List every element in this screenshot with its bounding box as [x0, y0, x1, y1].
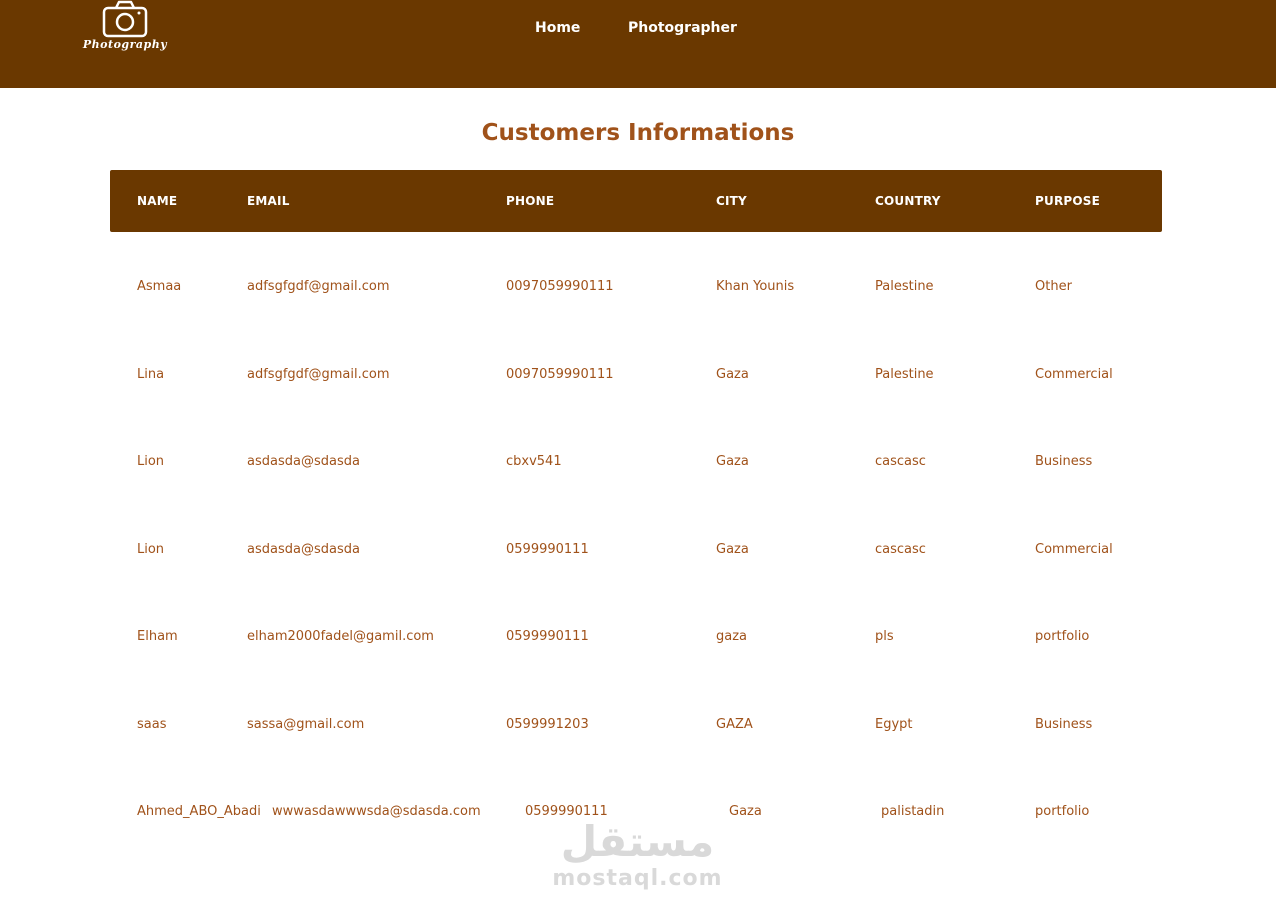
cell-email: elham2000fadel@gamil.com	[247, 629, 434, 644]
nav-link-home[interactable]: Home	[535, 20, 581, 36]
cell-purpose: portfolio	[1035, 804, 1090, 819]
top-navbar	[0, 0, 1276, 88]
cell-purpose: Other	[1035, 279, 1072, 294]
cell-phone: cbxv541	[506, 454, 562, 469]
cell-email: adfsgfgdf@gmail.com	[247, 367, 390, 382]
watermark-arabic: مستقل	[560, 817, 715, 866]
cell-city: Khan Younis	[716, 279, 795, 294]
cell-purpose: Commercial	[1035, 542, 1113, 557]
cell-name: Lina	[137, 367, 165, 382]
table-header	[110, 170, 1162, 232]
watermark	[540, 818, 735, 892]
camera-icon	[102, 0, 148, 38]
table-row	[110, 542, 1162, 562]
cell-email: sassa@gmail.com	[247, 717, 365, 732]
table-row	[110, 367, 1162, 387]
cell-name: Asmaa	[137, 279, 182, 294]
cell-name: Lion	[137, 454, 165, 469]
cell-phone: 0599990111	[506, 542, 589, 557]
cell-purpose: Business	[1035, 717, 1093, 732]
cell-purpose: Commercial	[1035, 367, 1113, 382]
cell-email: wwwasdawwwsda@sdasda.com	[272, 804, 481, 819]
column-header-name: NAME	[137, 194, 178, 208]
cell-name: Elham	[137, 629, 178, 644]
table-row	[110, 629, 1162, 649]
table-row	[110, 279, 1162, 299]
cell-email: adfsgfgdf@gmail.com	[247, 279, 390, 294]
cell-phone: 0599990111	[506, 629, 589, 644]
cell-purpose: portfolio	[1035, 629, 1090, 644]
cell-city: gaza	[716, 629, 748, 644]
cell-phone: 0097059990111	[506, 279, 614, 294]
cell-name: saas	[137, 717, 167, 732]
cell-name: Ahmed_ABO_Abadi	[137, 804, 261, 819]
column-header-email: EMAIL	[247, 194, 290, 208]
cell-city: Gaza	[716, 454, 749, 469]
cell-country: Palestine	[875, 367, 934, 382]
logo-label: Photography	[82, 38, 168, 51]
column-header-phone: PHONE	[506, 194, 555, 208]
cell-country: cascasc	[875, 454, 926, 469]
cell-city: Gaza	[729, 804, 762, 819]
cell-name: Lion	[137, 542, 165, 557]
cell-phone: 0599991203	[506, 717, 589, 732]
page-title: Customers Informations	[481, 120, 795, 146]
site-logo[interactable]	[80, 0, 170, 56]
cell-country: Egypt	[875, 717, 913, 732]
nav-link-photographer[interactable]: Photographer	[628, 20, 737, 36]
cell-country: palistadin	[881, 804, 945, 819]
column-header-purpose: PURPOSE	[1035, 194, 1101, 208]
cell-purpose: Business	[1035, 454, 1093, 469]
column-header-country: COUNTRY	[875, 194, 941, 208]
cell-country: Palestine	[875, 279, 934, 294]
watermark-latin: mostaql.com	[552, 866, 723, 891]
cell-phone: 0097059990111	[506, 367, 614, 382]
cell-city: Gaza	[716, 367, 749, 382]
cell-country: pls	[875, 629, 894, 644]
table-row	[110, 717, 1162, 737]
column-header-city: CITY	[716, 194, 747, 208]
cell-country: cascasc	[875, 542, 926, 557]
table-row	[110, 454, 1162, 474]
cell-phone: 0599990111	[525, 804, 608, 819]
cell-city: Gaza	[716, 542, 749, 557]
cell-email: asdasda@sdasda	[247, 454, 360, 469]
cell-city: GAZA	[716, 717, 753, 732]
cell-email: asdasda@sdasda	[247, 542, 360, 557]
